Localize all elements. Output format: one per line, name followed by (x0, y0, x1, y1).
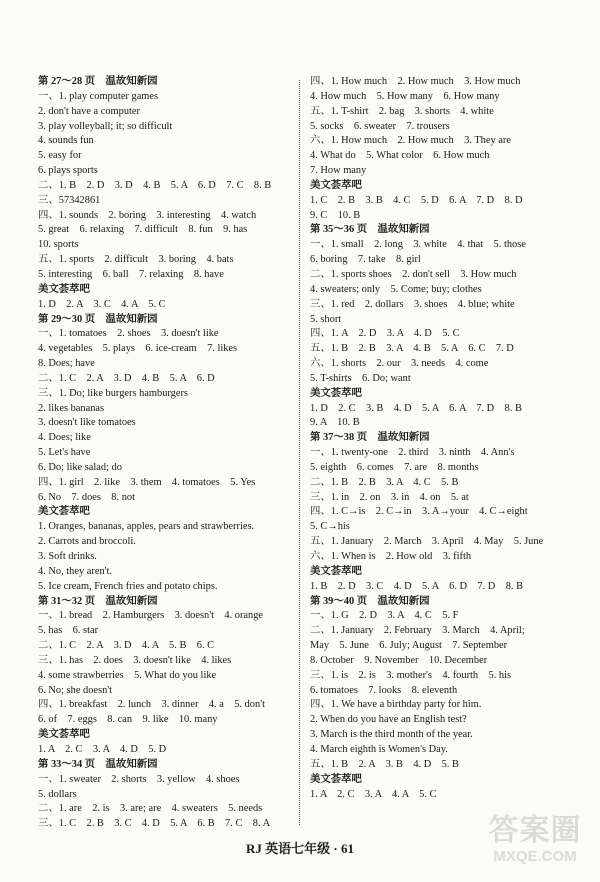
column-divider (299, 80, 300, 825)
answer-line: 3. doesn't like tomatoes (38, 417, 136, 429)
answer-line: 6. Do; like salad; do (38, 461, 122, 473)
answer-line: 1. B 2. D 3. C 4. D 5. A 6. D 7. D 8. B (310, 580, 524, 592)
answer-line: 2. likes bananas (38, 402, 105, 414)
answer-line: 三、1. Do; like burgers hamburgers (38, 387, 188, 399)
section-heading: 美文荟萃吧 (310, 387, 362, 399)
answer-line: 5. has 6. star (38, 625, 99, 637)
answer-line: 四、1. How much 2. How much 3. How much (310, 76, 521, 87)
section-heading: 第 27～28 页 温故知新园 (38, 76, 158, 87)
answer-line: 四、1. A 2. D 3. A 4. D 5. C (310, 328, 460, 340)
answer-line: 二、1. C 2. A 3. D 4. B 5. A 6. D (38, 372, 215, 384)
answer-line: 三、1. in 2. on 3. in 4. on 5. at (310, 491, 469, 503)
answer-line: 1. A 2. C 3. A 4. D 5. D (38, 743, 167, 755)
answer-line: 8. Does; have (38, 358, 95, 370)
answer-line: 6. tomatoes 7. looks 8. eleventh (310, 684, 458, 696)
answer-line: 五、1. T-shirt 2. bag 3. shorts 4. white (310, 105, 494, 117)
answer-line: 四、1. breakfast 2. lunch 3. dinner 4. a 5. don't (38, 699, 265, 711)
answer-line: 3. play volleyball; it; so difficult (38, 120, 173, 132)
answer-line: 4. some strawberries 5. What do you like (38, 669, 217, 681)
answer-line: 四、1. girl 2. like 3. them 4. tomatoes 5. Yes (38, 476, 256, 488)
answer-line: 5. C→his (310, 521, 350, 533)
answer-line: 10. sports (38, 239, 79, 251)
answer-line: May 5. June 6. July; August 7. September (310, 640, 508, 652)
section-heading: 第 37～38 页 温故知新园 (310, 432, 430, 444)
answer-line: 1. A 2. C 3. A 4. A 5. C (310, 788, 437, 800)
answer-line: 5. easy for (38, 150, 82, 162)
right-answer-column (310, 75, 572, 802)
answer-line: 4. What do 5. What color 6. How much (310, 150, 490, 162)
section-heading: 第 39～40 页 温故知新园 (310, 595, 430, 607)
answer-line: 5. eighth 6. comes 7. are 8. months (310, 461, 479, 473)
answer-line: 2. Carrots and broccoli. (38, 536, 136, 548)
answer-line: 六、1. When is 2. How old 3. fifth (310, 551, 472, 562)
answer-line: 5. Let's have (38, 447, 91, 459)
answer-line: 一、1. sweater 2. shorts 3. yellow 4. shoes (38, 773, 240, 785)
answer-line: 四、1. sounds 2. boring 3. interesting 4. watch (38, 209, 257, 221)
answer-line: 五、1. January 2. March 3. April 4. May 5. June (310, 536, 544, 548)
answer-line: 1. D 2. A 3. C 4. A 5. C (38, 298, 166, 310)
left-answer-column (38, 75, 290, 832)
answer-line: 4. vegetables 5. plays 6. ice-cream 7. likes (38, 343, 238, 355)
answer-line: 四、1. We have a birthday party for him. (310, 699, 482, 711)
section-heading: 美文荟萃吧 (310, 565, 362, 577)
answer-line: 六、1. shorts 2. our 3. needs 4. come (310, 358, 489, 370)
answer-line: 3. Soft drinks. (38, 551, 97, 562)
answer-line: 1. C 2. B 3. B 4. C 5. D 6. A 7. D 8. D (310, 194, 523, 206)
answer-line: 6. plays sports (38, 165, 98, 177)
answer-line: 一、1. tomatoes 2. shoes 3. doesn't like (38, 328, 219, 340)
answer-line: 二、1. C 2. A 3. D 4. A 5. B 6. C (38, 640, 215, 652)
answer-line: 8. October 9. November 10. December (310, 654, 488, 666)
answer-line: 三、1. has 2. does 3. doesn't like 4. likes (38, 654, 232, 666)
answer-line: 六、1. How much 2. How much 3. They are (310, 135, 511, 147)
watermark-url: MXQE.COM (493, 848, 577, 865)
answer-line: 4. How much 5. How many 6. How many (310, 90, 500, 102)
answer-line: 1. D 2. C 3. B 4. D 5. A 6. A 7. D 8. B (310, 402, 522, 414)
section-heading: 第 33～34 页 温故知新园 (38, 758, 158, 770)
answer-line: 6. No; she doesn't (38, 684, 113, 696)
answer-line: 一、1. G 2. D 3. A 4. C 5. F (310, 610, 459, 622)
answer-line: 一、1. small 2. long 3. white 4. that 5. those (310, 239, 526, 251)
answer-line: 1. Oranges, bananas, apples, pears and strawberries. (38, 521, 255, 533)
answer-line: 5. dollars (38, 788, 77, 800)
answer-line: 五、1. B 2. A 3. B 4. D 5. B (310, 758, 459, 770)
page-footer: RJ 英语七年级 · 61 (246, 841, 354, 856)
answer-line: 6. of 7. eggs 8. can 9. like 10. many (38, 714, 218, 726)
section-heading: 美文荟萃吧 (38, 729, 90, 741)
answer-line: 4. No, they aren't. (38, 565, 113, 577)
section-heading: 美文荟萃吧 (310, 179, 362, 191)
section-heading: 美文荟萃吧 (38, 283, 90, 295)
answer-line: 5. short (310, 313, 342, 325)
answer-line: 三、1. C 2. B 3. C 4. D 5. A 6. B 7. C 8. A (38, 818, 271, 830)
section-heading: 美文荟萃吧 (38, 506, 90, 518)
answer-line: 三、1. is 2. is 3. mother's 4. fourth 5. his (310, 669, 512, 681)
watermark-logo (480, 814, 590, 874)
answer-line: 三、1. red 2. dollars 3. shoes 4. blue; white (310, 298, 515, 310)
answer-line: 4. Does; like (38, 432, 91, 444)
answer-line: 一、1. twenty-one 2. third 3. ninth 4. Ann's (310, 447, 515, 459)
answer-line: 2. don't have a computer (38, 105, 140, 117)
answer-line: 5. Ice cream, French fries and potato chips. (38, 580, 218, 592)
answer-line: 五、1. B 2. B 3. A 4. B 5. A 6. C 7. D (310, 343, 514, 355)
answer-line: 5. great 6. relaxing 7. difficult 8. fun 9. has (38, 224, 248, 236)
answer-line: 4. March eighth is Women's Day. (310, 743, 448, 755)
answer-line: 5. socks 6. sweater 7. trousers (310, 120, 450, 132)
section-heading: 第 29～30 页 温故知新园 (38, 313, 158, 325)
answer-line: 9. A 10. B (310, 417, 360, 429)
section-heading: 第 31～32 页 温故知新园 (38, 595, 158, 607)
answer-line: 四、1. C→is 2. C→in 3. A→your 4. C→eight (310, 506, 528, 518)
answer-line: 4. sweaters; only 5. Come; buy; clothes (310, 283, 482, 295)
section-heading: 第 35～36 页 温故知新园 (310, 224, 430, 236)
answer-line: 2. When do you have an English test? (310, 714, 467, 726)
answer-line: 二、1. B 2. B 3. A 4. C 5. B (310, 476, 459, 488)
answer-line: 二、1. sports shoes 2. don't sell 3. How much (310, 268, 517, 280)
answer-line: 5. T-shirts 6. Do; want (310, 372, 411, 384)
answer-line: 6. boring 7. take 8. girl (310, 254, 421, 266)
answer-line: 4. sounds fun (38, 135, 94, 147)
answer-line: 二、1. January 2. February 3. March 4. April; (310, 625, 525, 637)
answer-line: 一、1. bread 2. Hamburgers 3. doesn't 4. orange (38, 610, 264, 622)
watermark-logo-text: 答案圈 (488, 814, 582, 847)
answer-line: 一、1. play computer games (38, 90, 159, 102)
answer-line: 9. C 10. B (310, 209, 361, 221)
answer-line: 5. interesting 6. ball 7. relaxing 8. have (38, 268, 224, 280)
answer-line: 二、1. B 2. D 3. D 4. B 5. A 6. D 7. C 8. B (38, 179, 272, 191)
section-heading: 美文荟萃吧 (310, 773, 362, 785)
answer-line: 三、57342861 (38, 194, 101, 206)
answer-line: 3. March is the third month of the year. (310, 729, 473, 741)
answer-line: 五、1. sports 2. difficult 3. boring 4. bats (38, 254, 234, 266)
answer-line: 6. No 7. does 8. not (38, 491, 135, 503)
answer-line: 二、1. are 2. is 3. are; are 4. sweaters 5. needs (38, 803, 263, 815)
answer-line: 7. How many (310, 165, 367, 177)
